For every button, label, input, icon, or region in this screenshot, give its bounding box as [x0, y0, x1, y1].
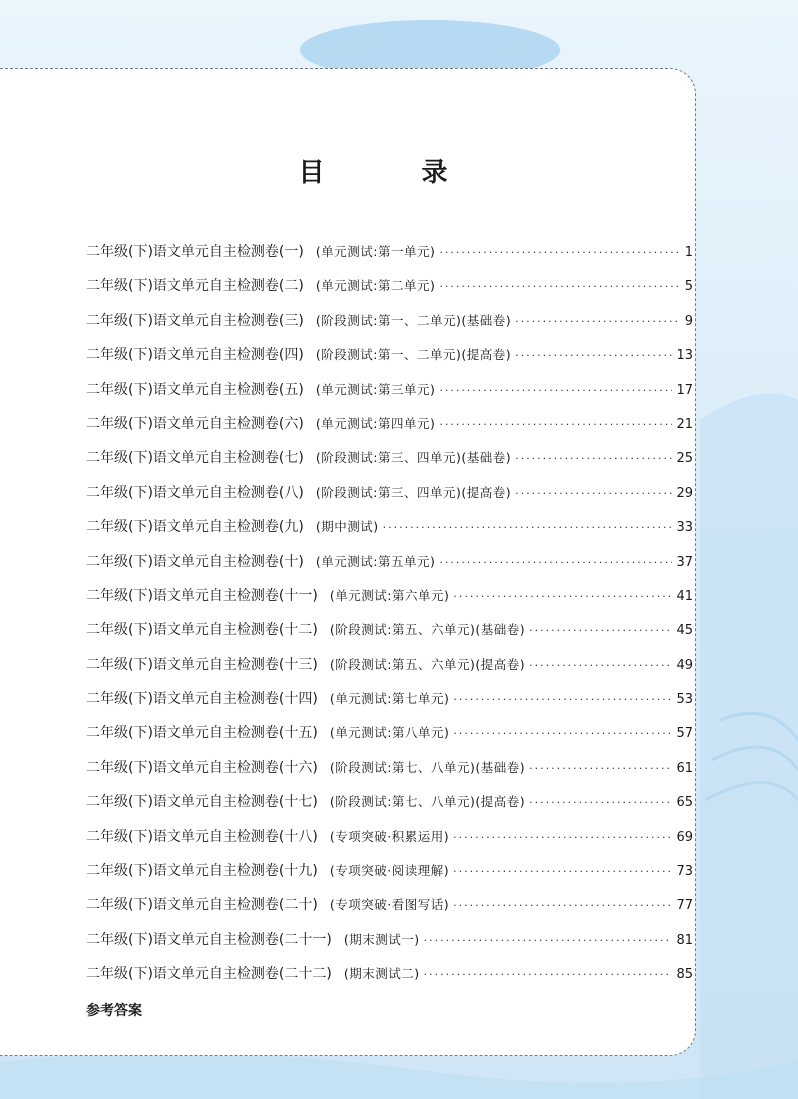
- toc-entry-description: (阶段测试:第一、二单元)(基础卷): [315, 312, 512, 328]
- toc-entry-page-number: 41: [676, 588, 693, 604]
- toc-entry[interactable]: [86, 516, 693, 550]
- toc-entry[interactable]: [86, 929, 693, 963]
- toc-entry-page-number: 33: [676, 520, 693, 536]
- toc-entry-name: 二年级(下)语文单元自主检测卷(八): [86, 484, 304, 501]
- toc-entry-description: (单元测试:第八单元): [329, 725, 450, 741]
- dot-leader: [515, 487, 672, 500]
- toc-entry-name: 二年级(下)语文单元自主检测卷(六): [86, 415, 304, 432]
- table-of-contents: [86, 241, 693, 998]
- dot-leader: [529, 624, 672, 637]
- toc-entry-name: 二年级(下)语文单元自主检测卷(二十一): [86, 931, 332, 948]
- toc-entry[interactable]: [86, 654, 693, 688]
- toc-entry-page-number: 29: [676, 485, 693, 501]
- toc-entry[interactable]: [86, 310, 693, 344]
- toc-entry-name: 二年级(下)语文单元自主检测卷(一): [86, 244, 304, 260]
- toc-entry-page-number: 81: [676, 932, 693, 948]
- toc-entry-description: (单元测试:第六单元): [329, 587, 450, 603]
- toc-entry[interactable]: [86, 275, 693, 309]
- toc-entry-description: (单元测试:第四单元): [315, 415, 436, 431]
- dot-leader: [515, 315, 681, 328]
- toc-entry[interactable]: [86, 447, 693, 481]
- dot-leader: [439, 556, 672, 569]
- dot-leader: [383, 521, 673, 534]
- toc-entry[interactable]: [86, 551, 693, 585]
- toc-entry-name: 二年级(下)语文单元自主检测卷(二): [86, 278, 304, 295]
- toc-entry-name: 二年级(下)语文单元自主检测卷(三): [86, 312, 304, 329]
- toc-entry-page-number: 9: [684, 313, 693, 329]
- dot-leader: [453, 727, 672, 740]
- toc-entry-name: 二年级(下)语文单元自主检测卷(五): [86, 381, 304, 398]
- dot-leader: [515, 349, 672, 362]
- toc-entry-name: 二年级(下)语文单元自主检测卷(二十): [86, 897, 318, 914]
- toc-entry-description: (阶段测试:第七、八单元)(基础卷): [329, 759, 526, 775]
- dot-leader: [439, 418, 672, 431]
- toc-entry-description: (单元测试:第二单元): [315, 278, 436, 294]
- toc-entry-page-number: 85: [676, 967, 693, 983]
- toc-entry-description: (阶段测试:第三、四单元)(提高卷): [315, 484, 512, 500]
- toc-entry[interactable]: [86, 482, 693, 516]
- toc-entry[interactable]: [86, 344, 693, 378]
- toc-entry-name: 二年级(下)语文单元自主检测卷(九): [86, 519, 304, 536]
- dot-leader: [453, 865, 672, 878]
- dot-leader: [453, 899, 672, 912]
- toc-entry-description: (专项突破·看图写话): [329, 897, 450, 913]
- toc-entry-name: 二年级(下)语文单元自主检测卷(十三): [86, 656, 318, 673]
- toc-entry[interactable]: [86, 894, 693, 928]
- toc-entry-name: 二年级(下)语文单元自主检测卷(十): [86, 553, 304, 570]
- toc-entry-page-number: 53: [676, 692, 693, 708]
- dot-leader: [529, 659, 672, 672]
- toc-entry-description: (期末测试二): [343, 966, 420, 982]
- dot-leader: [529, 762, 672, 775]
- toc-entry-page-number: 61: [676, 760, 693, 776]
- toc-entry-name: 二年级(下)语文单元自主检测卷(四): [86, 347, 304, 364]
- toc-entry[interactable]: [86, 619, 693, 653]
- toc-entry-name: 二年级(下)语文单元自主检测卷(七): [86, 450, 304, 467]
- toc-entry[interactable]: [86, 757, 693, 791]
- dot-leader: [529, 796, 672, 809]
- toc-entry-description: (阶段测试:第七、八单元)(提高卷): [329, 794, 526, 810]
- dot-leader: [424, 934, 673, 947]
- toc-entry[interactable]: [86, 241, 693, 275]
- dot-leader: [439, 246, 680, 259]
- toc-entry-description: (单元测试:第七单元): [329, 691, 450, 707]
- toc-entry-name: 二年级(下)语文单元自主检测卷(十二): [86, 622, 318, 639]
- toc-entry[interactable]: [86, 860, 693, 894]
- toc-entry-page-number: 77: [676, 898, 693, 914]
- toc-entry-name: 二年级(下)语文单元自主检测卷(十七): [86, 794, 318, 811]
- toc-entry-description: (专项突破·积累运用): [329, 828, 450, 844]
- answers-entry[interactable]: 参考答案: [86, 1003, 142, 1019]
- toc-entry-description: (期中测试): [315, 519, 379, 535]
- toc-entry-description: (阶段测试:第五、六单元)(提高卷): [329, 656, 526, 672]
- dot-leader: [453, 831, 672, 844]
- toc-entry-name: 二年级(下)语文单元自主检测卷(十五): [86, 725, 318, 742]
- toc-entry-description: (单元测试:第三单元): [315, 381, 436, 397]
- toc-entry-page-number: 69: [676, 829, 693, 845]
- toc-entry-description: (期末测试一): [343, 931, 420, 947]
- toc-entry[interactable]: [86, 963, 693, 997]
- dot-leader: [424, 968, 673, 981]
- toc-entry-page-number: 57: [676, 726, 693, 742]
- toc-entry-page-number: 65: [676, 795, 693, 811]
- toc-entry[interactable]: [86, 688, 693, 722]
- toc-entry-description: (单元测试:第五单元): [315, 553, 436, 569]
- toc-entry-page-number: 49: [676, 657, 693, 673]
- dot-leader: [515, 452, 672, 465]
- dot-leader: [439, 280, 680, 293]
- toc-entry-name: 二年级(下)语文单元自主检测卷(十四): [86, 691, 318, 708]
- toc-entry-page-number: 37: [676, 554, 693, 570]
- toc-entry-page-number: 5: [684, 279, 693, 295]
- toc-entry[interactable]: [86, 585, 693, 619]
- toc-entry-description: (专项突破·阅读理解): [329, 863, 450, 879]
- toc-entry-page-number: 1: [684, 245, 693, 260]
- toc-entry-name: 二年级(下)语文单元自主检测卷(二十二): [86, 966, 332, 983]
- dot-leader: [439, 384, 672, 397]
- toc-entry-page-number: 21: [676, 416, 693, 432]
- toc-entry-page-number: 73: [676, 864, 693, 880]
- page-title: 目 录: [298, 158, 492, 188]
- toc-entry-description: (单元测试:第一单元): [315, 244, 436, 259]
- toc-entry-description: (阶段测试:第一、二单元)(提高卷): [315, 347, 512, 363]
- toc-entry[interactable]: [86, 379, 693, 413]
- toc-entry[interactable]: [86, 413, 693, 447]
- toc-entry[interactable]: [86, 826, 693, 860]
- toc-entry-description: (阶段测试:第五、六单元)(基础卷): [329, 622, 526, 638]
- toc-entry-name: 二年级(下)语文单元自主检测卷(十一): [86, 587, 318, 604]
- toc-entry-name: 二年级(下)语文单元自主检测卷(十六): [86, 759, 318, 776]
- toc-entry-page-number: 25: [676, 451, 693, 467]
- dot-leader: [453, 590, 672, 603]
- toc-entry[interactable]: [86, 791, 693, 825]
- toc-entry-page-number: 17: [676, 382, 693, 398]
- toc-entry-name: 二年级(下)语文单元自主检测卷(十九): [86, 863, 318, 880]
- toc-entry-page-number: 45: [676, 623, 693, 639]
- toc-entry-description: (阶段测试:第三、四单元)(基础卷): [315, 450, 512, 466]
- dot-leader: [453, 693, 672, 706]
- toc-entry-name: 二年级(下)语文单元自主检测卷(十八): [86, 828, 318, 845]
- toc-entry[interactable]: [86, 722, 693, 756]
- toc-entry-page-number: 13: [676, 348, 693, 364]
